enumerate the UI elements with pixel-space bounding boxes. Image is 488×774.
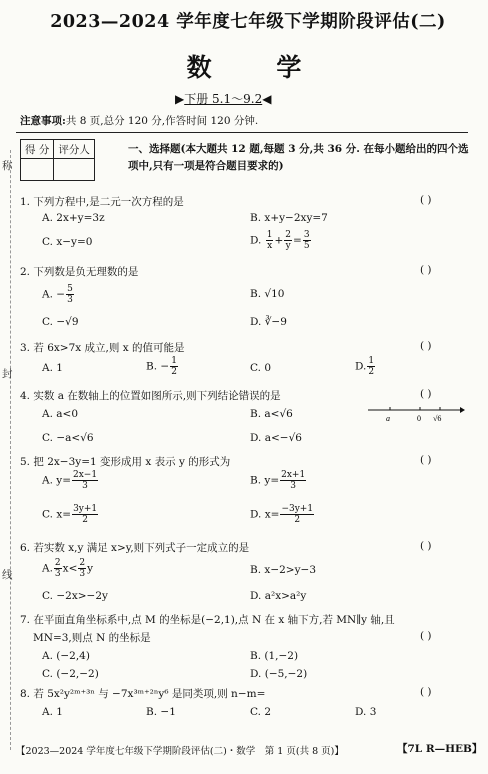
score-cell[interactable] xyxy=(21,159,54,181)
side-char: 线 xyxy=(2,569,13,581)
option-b: B. √10 xyxy=(250,288,285,300)
question-stem: 3. 若 6x>7x 成立,则 x 的值可能是 xyxy=(20,342,185,354)
notice-text: 共 8 页,总分 120 分,作答时间 120 分钟. xyxy=(65,115,259,127)
binding-margin-line xyxy=(10,150,11,750)
option-d: D. 3 xyxy=(355,706,377,718)
side-char: 称 xyxy=(2,160,13,172)
axis-label-a: a xyxy=(386,414,390,423)
answer-blank[interactable]: ( ) xyxy=(420,454,432,466)
page-footer: 【2023—2024 学年度七年级下学期阶段评估(二)・数学 第 1 页(共 8 页)】 xyxy=(16,746,344,757)
question-stem: 7. 在平面直角坐标系中,点 M 的坐标是(−2,1),点 N 在 x 轴下方,若 MN∥y 轴,且 xyxy=(20,614,395,626)
side-char: 封 xyxy=(2,368,13,380)
answer-blank[interactable]: ( ) xyxy=(420,686,432,698)
notice xyxy=(20,113,258,128)
option-b: B. − $\frac{1}{2}$ xyxy=(146,356,177,377)
answer-blank[interactable]: ( ) xyxy=(420,630,432,642)
option-a: A. a<0 xyxy=(42,408,78,420)
option-c: C. 0 xyxy=(250,362,272,374)
option-a: A. − $\frac{5}{3}$ xyxy=(42,284,73,305)
option-b: B. a<√6 xyxy=(250,408,293,420)
range-text: 下册 5.1～9.2 xyxy=(184,92,263,106)
score-box xyxy=(20,139,95,181)
option-a: A. 1 xyxy=(42,362,63,374)
axis-label-zero: 0 xyxy=(417,414,421,423)
question-stem: 5. 把 2x−3y=1 变形成用 x 表示 y 的形式为 xyxy=(20,456,231,468)
option-c: C. (−2,−2) xyxy=(42,668,99,680)
option-a: A. y= $\frac{2x-1}{3}$ xyxy=(42,470,98,491)
answer-blank[interactable]: ( ) xyxy=(420,540,432,552)
answer-blank[interactable]: ( ) xyxy=(420,340,432,352)
question-stem-line2: MN=3,则点 N 的坐标是 xyxy=(33,632,151,644)
option-d: D. $\frac{1}{2}$ xyxy=(355,356,375,377)
option-a: A. 1 xyxy=(42,706,63,718)
option-c: C. 2 xyxy=(250,706,272,718)
range-arrow-left-icon: ▶ xyxy=(175,92,185,106)
option-a: A. 2x+y=3z xyxy=(42,212,105,224)
divider xyxy=(16,132,468,133)
option-d: D. (−5,−2) xyxy=(250,668,308,680)
score-label: 得 分 xyxy=(21,140,54,159)
option-c: C. −√9 xyxy=(42,316,79,328)
option-c: C. −a<√6 xyxy=(42,432,94,444)
option-c: C. −2x>−2y xyxy=(42,590,108,602)
option-b: B. x−2>y−3 xyxy=(250,564,316,576)
answer-blank[interactable]: ( ) xyxy=(420,264,432,276)
option-d: D. a²x>a²y xyxy=(250,590,307,602)
question-stem: 6. 若实数 x,y 满足 x>y,则下列式子一定成立的是 xyxy=(20,542,250,554)
question-stem: 1. 下列方程中,是二元一次方程的是 xyxy=(20,196,184,208)
notice-label: 注意事项: xyxy=(20,115,66,127)
option-c: C. x= $\frac{3y+1}{2}$ xyxy=(42,504,98,525)
option-a: A. (−2,4) xyxy=(42,650,90,662)
range-arrow-right-icon: ◀ xyxy=(262,92,272,106)
option-d: D. ∛−9 xyxy=(250,316,287,328)
option-c: C. x−y=0 xyxy=(42,236,93,248)
option-b: B. (1,−2) xyxy=(250,650,299,662)
option-b: B. x+y−2xy=7 xyxy=(250,212,328,224)
option-b: B. y= $\frac{2x+1}{3}$ xyxy=(250,470,306,491)
answer-blank[interactable]: ( ) xyxy=(420,388,432,400)
subject-title: 数 学 xyxy=(186,53,330,82)
question-stem: 2. 下列数是负无理数的是 xyxy=(20,266,139,278)
section-title: 一、选择题(本大题共 12 题,每题 3 分,共 36 分. 在每小题给出的四个选项中,只有一项是符合题目要求的) xyxy=(128,143,469,172)
answer-blank[interactable]: ( ) xyxy=(420,194,432,206)
option-d: D. x= $\frac{-3y+1}{2}$ xyxy=(250,504,314,525)
axis-label-sqrt6: √6 xyxy=(433,414,442,423)
grader-label: 评分人 xyxy=(54,140,95,159)
number-line-figure xyxy=(366,400,466,426)
paper-code: 【7L R—HEB】 xyxy=(397,743,483,755)
question-stem: 4. 实数 a 在数轴上的位置如图所示,则下列结论错误的是 xyxy=(20,390,281,402)
option-d: D. a<−√6 xyxy=(250,432,302,444)
option-d: D. $\frac{1}{x}$ + $\frac{2}{y}$ = $\frac{3}{5}$ xyxy=(250,230,310,251)
textbook-range xyxy=(175,90,271,107)
exam-title: 2023—2024 学年度七年级下学期阶段评估(二) xyxy=(50,12,446,32)
question-stem: 8. 若 5x²y²ᵐ⁺³ⁿ 与 −7x³ᵐ⁺²ⁿy⁶ 是同类项,则 n−m= xyxy=(20,688,266,700)
option-b: B. −1 xyxy=(146,706,176,718)
option-a: A. $\frac{2}{3}$ x< $\frac{2}{3}$ y xyxy=(42,558,94,579)
grader-cell[interactable] xyxy=(54,159,95,181)
